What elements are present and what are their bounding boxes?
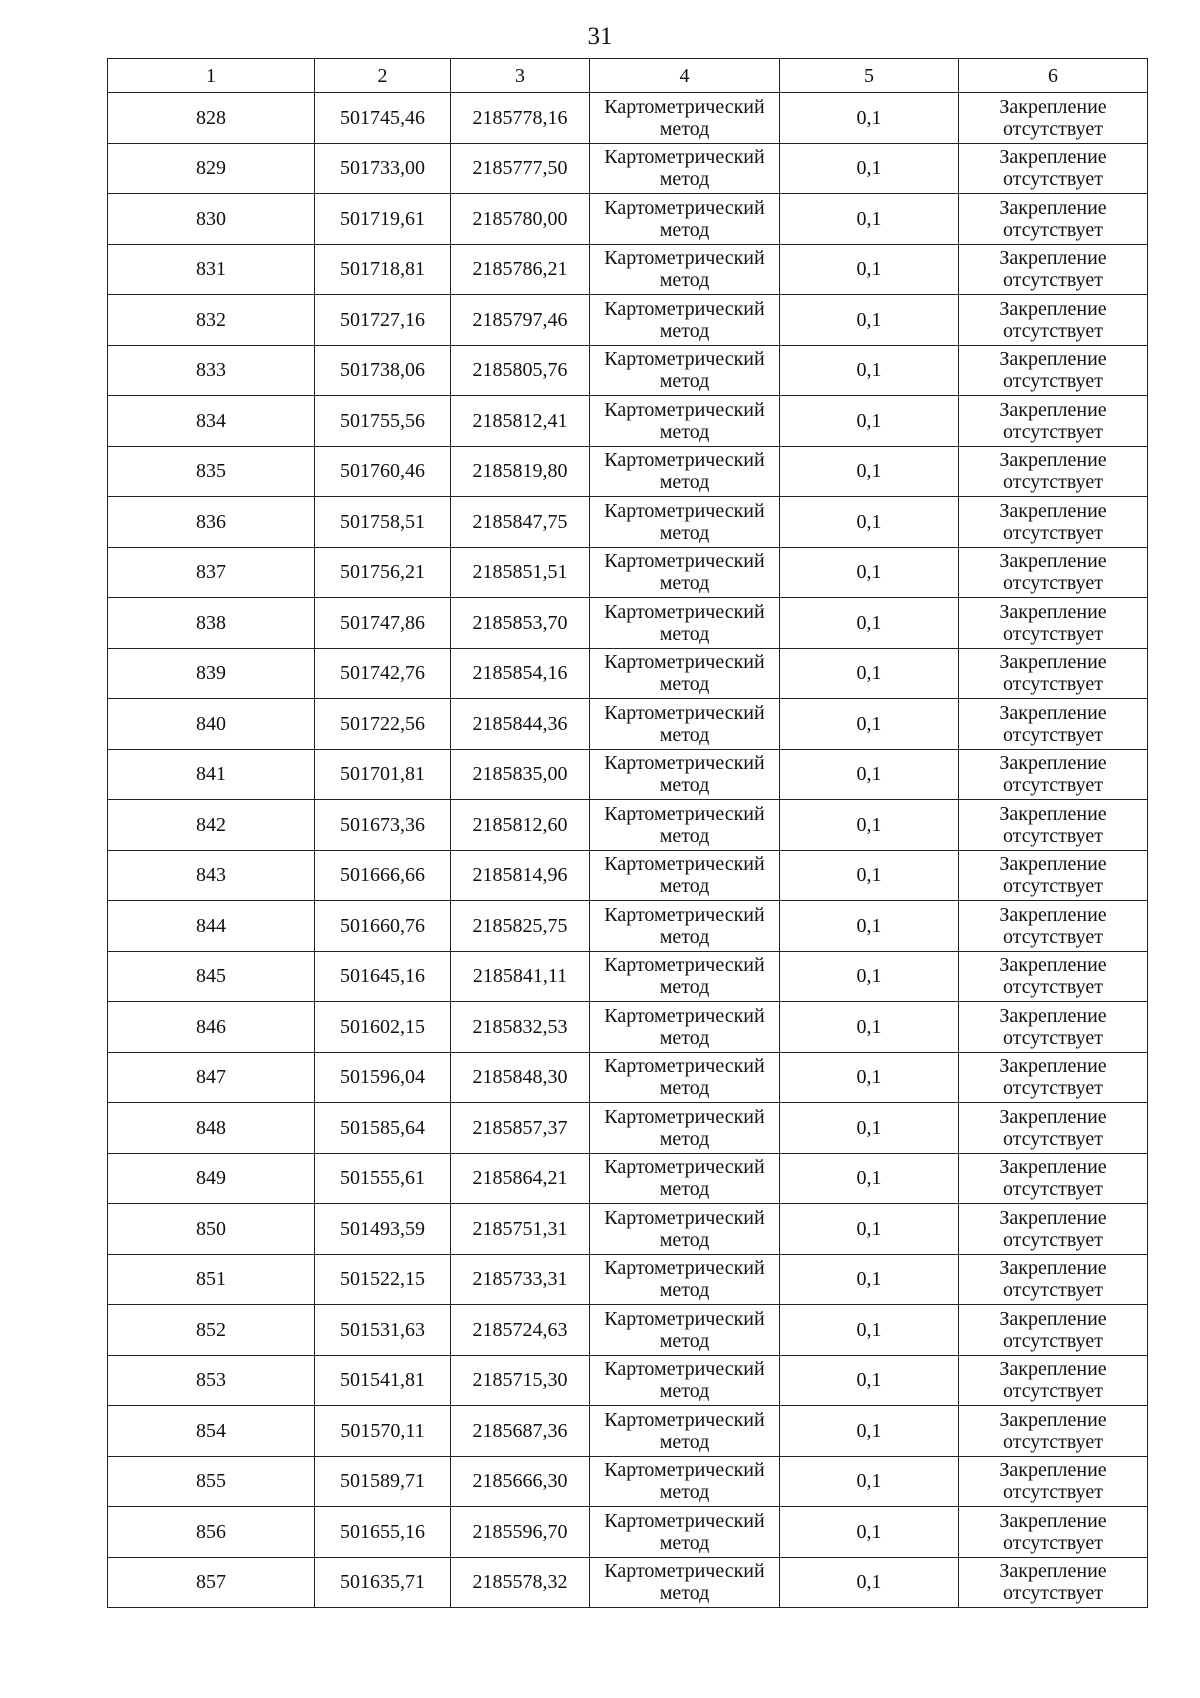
y-coordinate-cell: 2185825,75 — [451, 901, 590, 952]
method-cell: Картометрический метод — [590, 93, 780, 144]
method-cell: Картометрический метод — [590, 699, 780, 750]
point-number-cell: 829 — [108, 143, 315, 194]
table-row — [108, 800, 1148, 851]
method-cell: Картометрический метод — [590, 295, 780, 346]
x-coordinate-cell: 501570,11 — [315, 1406, 451, 1457]
page-number: 31 — [587, 23, 613, 50]
accuracy-cell: 0,1 — [780, 194, 959, 245]
fixing-description-cell: Закрепление отсутствует — [959, 547, 1148, 598]
method-cell: Картометрический метод — [590, 143, 780, 194]
method-cell: Картометрический метод — [590, 1002, 780, 1053]
table-row — [108, 547, 1148, 598]
fixing-description-cell: Закрепление отсутствует — [959, 699, 1148, 750]
table-row — [108, 143, 1148, 194]
method-cell: Картометрический метод — [590, 345, 780, 396]
fixing-description-cell: Закрепление отсутствует — [959, 194, 1148, 245]
table-row — [108, 194, 1148, 245]
table-row — [108, 1507, 1148, 1558]
accuracy-cell: 0,1 — [780, 1254, 959, 1305]
method-cell: Картометрический метод — [590, 446, 780, 497]
accuracy-cell: 0,1 — [780, 1557, 959, 1608]
point-number-cell: 832 — [108, 295, 315, 346]
accuracy-cell: 0,1 — [780, 1153, 959, 1204]
fixing-description-cell: Закрепление отсутствует — [959, 1254, 1148, 1305]
y-coordinate-cell: 2185854,16 — [451, 648, 590, 699]
method-cell: Картометрический метод — [590, 800, 780, 851]
x-coordinate-cell: 501733,00 — [315, 143, 451, 194]
method-cell: Картометрический метод — [590, 598, 780, 649]
x-coordinate-cell: 501701,81 — [315, 749, 451, 800]
y-coordinate-cell: 2185666,30 — [451, 1456, 590, 1507]
fixing-description-cell: Закрепление отсутствует — [959, 1406, 1148, 1457]
fixing-description-cell: Закрепление отсутствует — [959, 1052, 1148, 1103]
table-row — [108, 1153, 1148, 1204]
point-number-cell: 836 — [108, 497, 315, 548]
accuracy-cell: 0,1 — [780, 800, 959, 851]
point-number-cell: 849 — [108, 1153, 315, 1204]
fixing-description-cell: Закрепление отсутствует — [959, 1355, 1148, 1406]
y-coordinate-cell: 2185851,51 — [451, 547, 590, 598]
table-row — [108, 1305, 1148, 1356]
point-number-cell: 844 — [108, 901, 315, 952]
table-row — [108, 244, 1148, 295]
y-coordinate-cell: 2185847,75 — [451, 497, 590, 548]
x-coordinate-cell: 501541,81 — [315, 1355, 451, 1406]
x-coordinate-cell: 501655,16 — [315, 1507, 451, 1558]
accuracy-cell: 0,1 — [780, 1355, 959, 1406]
y-coordinate-cell: 2185751,31 — [451, 1204, 590, 1255]
method-cell: Картометрический метод — [590, 194, 780, 245]
x-coordinate-cell: 501493,59 — [315, 1204, 451, 1255]
x-coordinate-cell: 501760,46 — [315, 446, 451, 497]
fixing-description-cell: Закрепление отсутствует — [959, 1103, 1148, 1154]
point-number-cell: 834 — [108, 396, 315, 447]
y-coordinate-cell: 2185724,63 — [451, 1305, 590, 1356]
y-coordinate-cell: 2185853,70 — [451, 598, 590, 649]
method-cell: Картометрический метод — [590, 497, 780, 548]
x-coordinate-cell: 501589,71 — [315, 1456, 451, 1507]
x-coordinate-cell: 501755,56 — [315, 396, 451, 447]
accuracy-cell: 0,1 — [780, 497, 959, 548]
fixing-description-cell: Закрепление отсутствует — [959, 1305, 1148, 1356]
fixing-description-cell: Закрепление отсутствует — [959, 295, 1148, 346]
fixing-description-cell: Закрепление отсутствует — [959, 345, 1148, 396]
x-coordinate-cell: 501745,46 — [315, 93, 451, 144]
fixing-description-cell: Закрепление отсутствует — [959, 1507, 1148, 1558]
point-number-cell: 851 — [108, 1254, 315, 1305]
fixing-description-cell: Закрепление отсутствует — [959, 901, 1148, 952]
table-row — [108, 1052, 1148, 1103]
x-coordinate-cell: 501727,16 — [315, 295, 451, 346]
accuracy-cell: 0,1 — [780, 648, 959, 699]
table-row — [108, 446, 1148, 497]
accuracy-cell: 0,1 — [780, 699, 959, 750]
accuracy-cell: 0,1 — [780, 547, 959, 598]
fixing-description-cell: Закрепление отсутствует — [959, 446, 1148, 497]
accuracy-cell: 0,1 — [780, 1002, 959, 1053]
x-coordinate-cell: 501719,61 — [315, 194, 451, 245]
method-cell: Картометрический метод — [590, 1507, 780, 1558]
column-header: 2 — [315, 59, 451, 93]
fixing-description-cell: Закрепление отсутствует — [959, 1204, 1148, 1255]
table-row — [108, 1204, 1148, 1255]
point-number-cell: 857 — [108, 1557, 315, 1608]
table-row — [108, 93, 1148, 144]
x-coordinate-cell: 501522,15 — [315, 1254, 451, 1305]
accuracy-cell: 0,1 — [780, 1103, 959, 1154]
table-row — [108, 1103, 1148, 1154]
y-coordinate-cell: 2185578,32 — [451, 1557, 590, 1608]
table-row — [108, 951, 1148, 1002]
y-coordinate-cell: 2185596,70 — [451, 1507, 590, 1558]
fixing-description-cell: Закрепление отсутствует — [959, 497, 1148, 548]
method-cell: Картометрический метод — [590, 1355, 780, 1406]
y-coordinate-cell: 2185777,50 — [451, 143, 590, 194]
point-number-cell: 852 — [108, 1305, 315, 1356]
fixing-description-cell: Закрепление отсутствует — [959, 143, 1148, 194]
accuracy-cell: 0,1 — [780, 598, 959, 649]
point-number-cell: 847 — [108, 1052, 315, 1103]
table-row — [108, 901, 1148, 952]
y-coordinate-cell: 2185780,00 — [451, 194, 590, 245]
fixing-description-cell: Закрепление отсутствует — [959, 93, 1148, 144]
accuracy-cell: 0,1 — [780, 1052, 959, 1103]
point-number-cell: 838 — [108, 598, 315, 649]
x-coordinate-cell: 501555,61 — [315, 1153, 451, 1204]
method-cell: Картометрический метод — [590, 951, 780, 1002]
point-number-cell: 845 — [108, 951, 315, 1002]
method-cell: Картометрический метод — [590, 1305, 780, 1356]
method-cell: Картометрический метод — [590, 850, 780, 901]
y-coordinate-cell: 2185848,30 — [451, 1052, 590, 1103]
y-coordinate-cell: 2185814,96 — [451, 850, 590, 901]
table-body — [108, 93, 1148, 1608]
y-coordinate-cell: 2185841,11 — [451, 951, 590, 1002]
accuracy-cell: 0,1 — [780, 1406, 959, 1457]
point-number-cell: 839 — [108, 648, 315, 699]
method-cell: Картометрический метод — [590, 1103, 780, 1154]
x-coordinate-cell: 501758,51 — [315, 497, 451, 548]
fixing-description-cell: Закрепление отсутствует — [959, 749, 1148, 800]
point-number-cell: 843 — [108, 850, 315, 901]
accuracy-cell: 0,1 — [780, 901, 959, 952]
coordinates-table — [107, 58, 1148, 1608]
x-coordinate-cell: 501602,15 — [315, 1002, 451, 1053]
accuracy-cell: 0,1 — [780, 749, 959, 800]
point-number-cell: 841 — [108, 749, 315, 800]
x-coordinate-cell: 501673,36 — [315, 800, 451, 851]
method-cell: Картометрический метод — [590, 1204, 780, 1255]
fixing-description-cell: Закрепление отсутствует — [959, 951, 1148, 1002]
x-coordinate-cell: 501531,63 — [315, 1305, 451, 1356]
point-number-cell: 837 — [108, 547, 315, 598]
table-row — [108, 1456, 1148, 1507]
point-number-cell: 853 — [108, 1355, 315, 1406]
fixing-description-cell: Закрепление отсутствует — [959, 396, 1148, 447]
method-cell: Картометрический метод — [590, 1254, 780, 1305]
x-coordinate-cell: 501742,76 — [315, 648, 451, 699]
accuracy-cell: 0,1 — [780, 1456, 959, 1507]
accuracy-cell: 0,1 — [780, 143, 959, 194]
table-row — [108, 749, 1148, 800]
x-coordinate-cell: 501585,64 — [315, 1103, 451, 1154]
accuracy-cell: 0,1 — [780, 93, 959, 144]
y-coordinate-cell: 2185857,37 — [451, 1103, 590, 1154]
point-number-cell: 830 — [108, 194, 315, 245]
method-cell: Картометрический метод — [590, 244, 780, 295]
point-number-cell: 848 — [108, 1103, 315, 1154]
table-row — [108, 1406, 1148, 1457]
x-coordinate-cell: 501645,16 — [315, 951, 451, 1002]
accuracy-cell: 0,1 — [780, 1507, 959, 1558]
x-coordinate-cell: 501635,71 — [315, 1557, 451, 1608]
x-coordinate-cell: 501756,21 — [315, 547, 451, 598]
method-cell: Картометрический метод — [590, 648, 780, 699]
point-number-cell: 840 — [108, 699, 315, 750]
y-coordinate-cell: 2185819,80 — [451, 446, 590, 497]
table-row — [108, 497, 1148, 548]
x-coordinate-cell: 501660,76 — [315, 901, 451, 952]
table-row — [108, 1002, 1148, 1053]
x-coordinate-cell: 501596,04 — [315, 1052, 451, 1103]
accuracy-cell: 0,1 — [780, 1204, 959, 1255]
method-cell: Картометрический метод — [590, 547, 780, 598]
method-cell: Картометрический метод — [590, 1456, 780, 1507]
fixing-description-cell: Закрепление отсутствует — [959, 1456, 1148, 1507]
point-number-cell: 846 — [108, 1002, 315, 1053]
fixing-description-cell: Закрепление отсутствует — [959, 244, 1148, 295]
table-row — [108, 345, 1148, 396]
fixing-description-cell: Закрепление отсутствует — [959, 1557, 1148, 1608]
fixing-description-cell: Закрепление отсутствует — [959, 1002, 1148, 1053]
table-row — [108, 295, 1148, 346]
table-row — [108, 1254, 1148, 1305]
column-header: 1 — [108, 59, 315, 93]
x-coordinate-cell: 501718,81 — [315, 244, 451, 295]
accuracy-cell: 0,1 — [780, 295, 959, 346]
method-cell: Картометрический метод — [590, 396, 780, 447]
y-coordinate-cell: 2185844,36 — [451, 699, 590, 750]
y-coordinate-cell: 2185832,53 — [451, 1002, 590, 1053]
method-cell: Картометрический метод — [590, 1406, 780, 1457]
table-header-row — [108, 59, 1148, 93]
x-coordinate-cell: 501722,56 — [315, 699, 451, 750]
table-row — [108, 598, 1148, 649]
table-row — [108, 850, 1148, 901]
column-header: 5 — [780, 59, 959, 93]
accuracy-cell: 0,1 — [780, 446, 959, 497]
x-coordinate-cell: 501747,86 — [315, 598, 451, 649]
fixing-description-cell: Закрепление отсутствует — [959, 598, 1148, 649]
fixing-description-cell: Закрепление отсутствует — [959, 850, 1148, 901]
table-row — [108, 396, 1148, 447]
point-number-cell: 856 — [108, 1507, 315, 1558]
y-coordinate-cell: 2185687,36 — [451, 1406, 590, 1457]
column-header: 6 — [959, 59, 1148, 93]
accuracy-cell: 0,1 — [780, 396, 959, 447]
point-number-cell: 855 — [108, 1456, 315, 1507]
y-coordinate-cell: 2185812,60 — [451, 800, 590, 851]
y-coordinate-cell: 2185715,30 — [451, 1355, 590, 1406]
table-row — [108, 648, 1148, 699]
table-row — [108, 699, 1148, 750]
accuracy-cell: 0,1 — [780, 1305, 959, 1356]
y-coordinate-cell: 2185812,41 — [451, 396, 590, 447]
accuracy-cell: 0,1 — [780, 951, 959, 1002]
fixing-description-cell: Закрепление отсутствует — [959, 648, 1148, 699]
point-number-cell: 828 — [108, 93, 315, 144]
point-number-cell: 850 — [108, 1204, 315, 1255]
method-cell: Картометрический метод — [590, 1052, 780, 1103]
method-cell: Картометрический метод — [590, 749, 780, 800]
point-number-cell: 854 — [108, 1406, 315, 1457]
y-coordinate-cell: 2185835,00 — [451, 749, 590, 800]
fixing-description-cell: Закрепление отсутствует — [959, 1153, 1148, 1204]
column-header: 4 — [590, 59, 780, 93]
accuracy-cell: 0,1 — [780, 244, 959, 295]
point-number-cell: 833 — [108, 345, 315, 396]
y-coordinate-cell: 2185733,31 — [451, 1254, 590, 1305]
method-cell: Картометрический метод — [590, 1153, 780, 1204]
method-cell: Картометрический метод — [590, 1557, 780, 1608]
y-coordinate-cell: 2185805,76 — [451, 345, 590, 396]
point-number-cell: 842 — [108, 800, 315, 851]
fixing-description-cell: Закрепление отсутствует — [959, 800, 1148, 851]
table-row — [108, 1355, 1148, 1406]
point-number-cell: 835 — [108, 446, 315, 497]
y-coordinate-cell: 2185864,21 — [451, 1153, 590, 1204]
y-coordinate-cell: 2185778,16 — [451, 93, 590, 144]
column-header: 3 — [451, 59, 590, 93]
method-cell: Картометрический метод — [590, 901, 780, 952]
accuracy-cell: 0,1 — [780, 850, 959, 901]
y-coordinate-cell: 2185786,21 — [451, 244, 590, 295]
x-coordinate-cell: 501738,06 — [315, 345, 451, 396]
y-coordinate-cell: 2185797,46 — [451, 295, 590, 346]
table-row — [108, 1557, 1148, 1608]
accuracy-cell: 0,1 — [780, 345, 959, 396]
x-coordinate-cell: 501666,66 — [315, 850, 451, 901]
point-number-cell: 831 — [108, 244, 315, 295]
